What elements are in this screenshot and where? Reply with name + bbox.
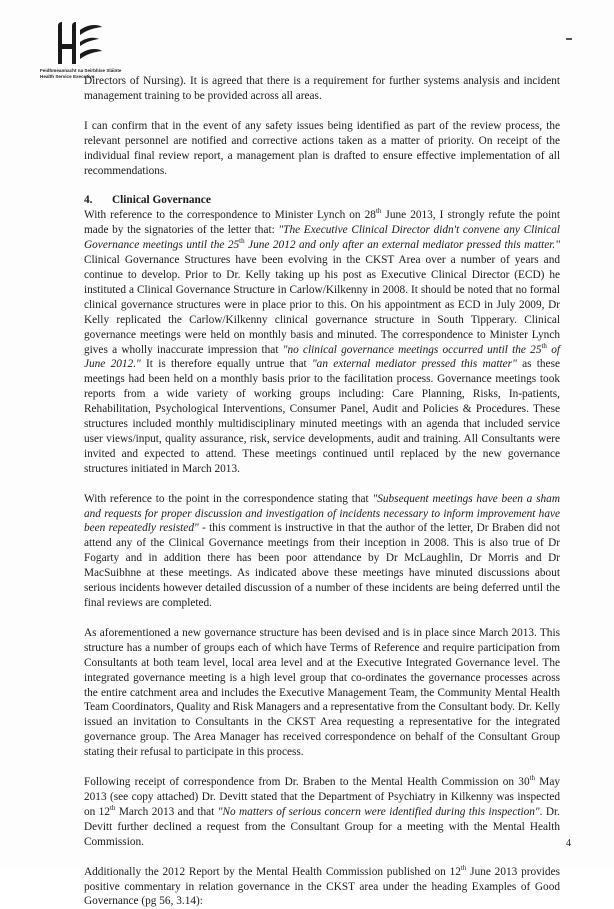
- hse-logo-icon: [54, 20, 104, 66]
- logo-irish-name: Feidhmeannacht na Seirbhíse Sláinte: [40, 68, 122, 73]
- logo-english-name: Health Service Executive: [40, 74, 95, 79]
- paragraph-nursing-training: Directors of Nursing). It is agreed that there is a requirement for further systems analysis and incident management training to be provided across all areas.: [84, 75, 560, 102]
- paragraph-mental-health-commission: Following receipt of correspondence from Dr. Braben to the Mental Health Commission on 30th May 2013 (see copy attached) Dr. Devitt stated that the Department of Psychiatry in Kilkenny was inspected on 12th March 2013 and that "No matters of serious concern were identified during this inspection". Dr. Devitt further declined a request from the Consultant Group for a meeting with the Mental Health Commission.: [84, 774, 560, 848]
- paragraph-safety-issues: I can confirm that in the event of any safety issues being identified as part of the review process, the relevant personnel are notified and corrective actions taken as a matter of priority. On receipt of the individual final review report, a management plan is drafted to ensure effective implementation of all recommendations.: [84, 119, 560, 177]
- section-title: Clinical Governance: [112, 194, 211, 207]
- paragraph-minister-correspondence: With reference to the correspondence to Minister Lynch on 28th June 2013, I strongly refute the point made by the signatories of the letter that: "The Executive Clinical Director didn't convene any Clinical Governance meetings until the 25th June 2012 and only after an external mediator pressed this matter." Clinical Governance Structures have been evolving in the CKST Area over a number of years and continue to develop. Prior to Dr. Kelly taking up his post as Executive Clinical Director (ECD) he instituted a Clinical Governance Structure in Carlow/Kilkenny in 2008. It should be noted that no formal clinical governance structures were in place prior to this. On his appointment as ECD in July 2009, Dr Kelly replicated the Carlow/Kilkenny clinical governance structure in South Tipperary. Clinical governance meetings were held on monthly basis and minuted. The correspondence to Minister Lynch gives a wholly inaccurate impression that "no clinical governance meetings occurred until the 25th of June 2012." It is therefore equally untrue that "an external mediator pressed this matter" as these meetings had been held on a monthly basis prior to the facilitation process. Governance meetings took reports from a wide variety of working groups including: Care Planning, Risks, In-patients, Rehabilitation, Psychological Interventions, Consumer Panel, Audit and Policies & Procedures. These structures included monthly multidisciplinary minuted meetings with an agenda that included service user views/input, quality assurance, risk, service developments, audit and training. All Consultants were invited and expected to attend. These meetings continued until replaced by the new governance structures initiated in March 2013.: [84, 207, 560, 475]
- document-body: [84, 74, 560, 909]
- section-number: 4.: [84, 194, 93, 207]
- paragraph-new-structure: As aforementioned a new governance structure has been devised and is in place since March 2013. This structure has a number of groups each of which have Terms of Reference and require participation from Consultants at both team level, local area level and at the Executive Integrated Governance level. The integrated governance meeting is a high level group that co-ordinates the governance processes across the entire catchment area and includes the Executive Management Team, the Community Mental Health Team Coordinators, Quality and Risk Managers and a representative from the Consultant body. Dr. Kelly issued an invitation to Consultants in the CKST Area requesting a representative for the integrated governance group. The Area Manager has received correspondence on behalf of the Consultant Group stating their refusal to participate in this process.: [84, 626, 560, 759]
- section-heading: [84, 193, 560, 208]
- paragraph-2012-report: Additionally the 2012 Report by the Mental Health Commission published on 12th June 2013 provides positive commentary in relation governance in the CKST area under the heading Examples of Good Governance (pg 56, 3.14):: [84, 863, 560, 908]
- scan-mark: [566, 38, 572, 40]
- paragraph-subsequent-meetings: With reference to the point in the correspondence stating that "Subsequent meetings have been a sham and requests for proper discussion and investigation of incidents necessary to inform improvement have been repeatedly resisted" - this comment is instructive in that the author of the letter, Dr Braben did not attend any of the Clinical Governance meetings from their inception in 2008. This is also true of Dr Fogarty and in addition there has been poor attendance by Dr McLaughlin, Dr Morris and Dr MacSuibhne at these meetings. As indicated above these meetings have minuted discussions about serious incidents however detailed discussion of a number of these incidents are being deferred until the final reviews are completed.: [84, 492, 560, 609]
- page-number: 4: [566, 838, 571, 849]
